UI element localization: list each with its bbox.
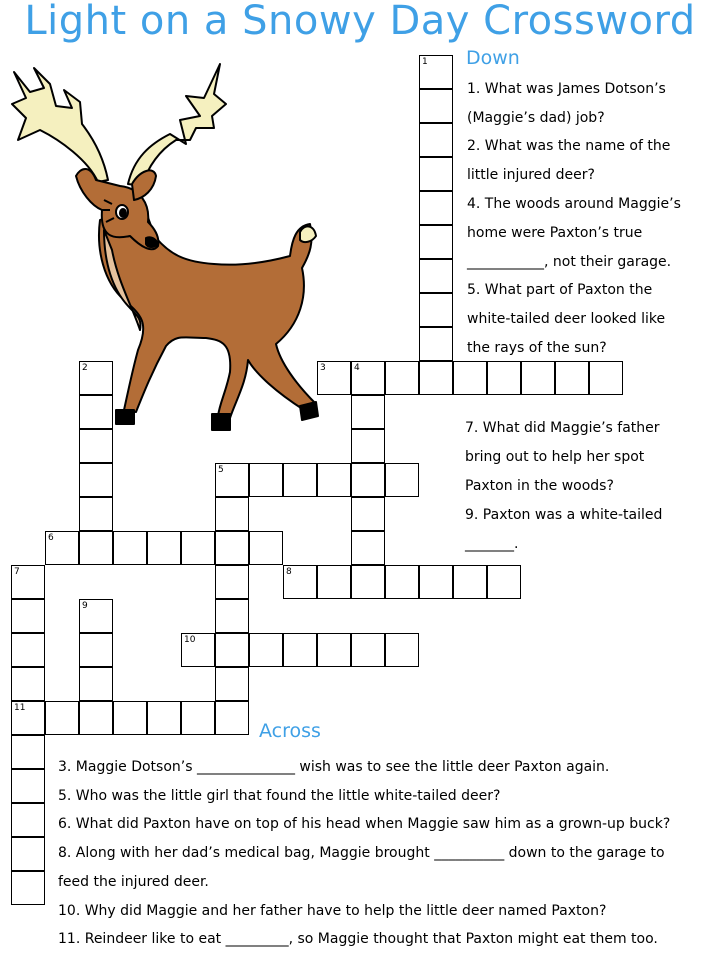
down-clue-line: ___________, not their garage.	[467, 254, 672, 270]
down-clue-line: _______.	[465, 536, 519, 552]
across-heading: Across	[259, 720, 321, 742]
down-clue-line: Paxton in the woods?	[465, 478, 614, 494]
down-clue-line: 5. What part of Paxton the	[467, 282, 653, 298]
grid-cell[interactable]	[317, 565, 351, 599]
clue-number: 1	[422, 57, 428, 67]
page-title: Light on a Snowy Day Crossword	[24, 0, 696, 44]
grid-cell[interactable]	[11, 735, 45, 769]
clue-number: 3	[320, 363, 326, 373]
grid-cell[interactable]	[79, 531, 113, 565]
grid-cell[interactable]	[215, 497, 249, 531]
grid-cell[interactable]	[351, 463, 385, 497]
clue-number: 2	[82, 363, 88, 373]
grid-cell[interactable]	[249, 463, 283, 497]
down-clue-line: home were Paxton’s true	[467, 225, 643, 241]
grid-cell[interactable]	[79, 497, 113, 531]
down-clue-line: bring out to help her spot	[465, 449, 645, 465]
grid-cell[interactable]	[351, 633, 385, 667]
grid-cell[interactable]	[215, 531, 249, 565]
down-clue-line: 2. What was the name of the	[467, 138, 671, 154]
grid-cell[interactable]	[215, 667, 249, 701]
grid-cell[interactable]	[79, 667, 113, 701]
grid-cell[interactable]	[45, 531, 79, 565]
grid-cell[interactable]	[589, 361, 623, 395]
grid-cell[interactable]	[215, 633, 249, 667]
down-clue-line: 9. Paxton was a white-tailed	[465, 507, 663, 523]
grid-cell[interactable]	[147, 701, 181, 735]
grid-cell[interactable]	[11, 633, 45, 667]
grid-cell[interactable]	[113, 701, 147, 735]
grid-cell[interactable]	[453, 361, 487, 395]
grid-cell[interactable]	[147, 531, 181, 565]
clue-number: 8	[286, 567, 292, 577]
grid-cell[interactable]	[555, 361, 589, 395]
grid-cell[interactable]	[215, 463, 249, 497]
grid-cell[interactable]	[419, 191, 453, 225]
clue-number: 6	[48, 533, 54, 543]
across-clue-line: 5. Who was the little girl that found the little white-tailed deer?	[58, 787, 501, 804]
across-clue-line: 6. What did Paxton have on top of his head when Maggie saw him as a grown-up buck?	[58, 816, 671, 833]
clue-number: 5	[218, 465, 224, 475]
grid-cell[interactable]	[79, 633, 113, 667]
grid-cell[interactable]	[419, 55, 453, 89]
grid-cell[interactable]	[351, 497, 385, 531]
grid-cell[interactable]	[249, 633, 283, 667]
grid-cell[interactable]	[79, 361, 113, 395]
grid-cell[interactable]	[113, 531, 147, 565]
grid-cell[interactable]	[215, 599, 249, 633]
grid-cell[interactable]	[317, 633, 351, 667]
grid-cell[interactable]	[317, 463, 351, 497]
grid-cell[interactable]	[215, 565, 249, 599]
grid-cell[interactable]	[385, 361, 419, 395]
grid-cell[interactable]	[215, 701, 249, 735]
across-clue-line: 10. Why did Maggie and her father have to help the little deer named Paxton?	[58, 902, 607, 919]
across-clue-line: 11. Reindeer like to eat _________, so Maggie thought that Paxton might eat them too.	[58, 931, 658, 948]
grid-cell[interactable]	[351, 395, 385, 429]
down-clue-line: 7. What did Maggie’s father	[465, 420, 660, 436]
grid-cell[interactable]	[181, 531, 215, 565]
grid-cell[interactable]	[419, 123, 453, 157]
grid-cell[interactable]	[385, 565, 419, 599]
down-clue-line: little injured deer?	[467, 167, 595, 183]
across-clue-line: 8. Along with her dad’s medical bag, Maggie brought __________ down to the garage to	[58, 845, 665, 862]
clue-number: 10	[184, 635, 196, 645]
grid-cell[interactable]	[79, 463, 113, 497]
grid-cell[interactable]	[249, 531, 283, 565]
grid-cell[interactable]	[351, 565, 385, 599]
grid-cell[interactable]	[283, 463, 317, 497]
grid-cell[interactable]	[419, 565, 453, 599]
grid-cell[interactable]	[487, 361, 521, 395]
grid-cell[interactable]	[11, 871, 45, 905]
down-clue-line: 4. The woods around Maggie’s	[467, 196, 681, 212]
grid-cell[interactable]	[79, 429, 113, 463]
grid-cell[interactable]	[351, 361, 385, 395]
down-clue-line: 1. What was James Dotson’s	[467, 81, 666, 97]
grid-cell[interactable]	[419, 89, 453, 123]
clue-number: 7	[14, 567, 20, 577]
grid-cell[interactable]	[11, 803, 45, 837]
grid-cell[interactable]	[385, 463, 419, 497]
down-clue-line: (Maggie’s dad) job?	[467, 110, 605, 126]
grid-cell[interactable]	[79, 599, 113, 633]
across-clue-line: 3. Maggie Dotson’s ______________ wish was to see the little deer Paxton again.	[58, 759, 610, 775]
grid-cell[interactable]	[79, 395, 113, 429]
clue-number: 4	[354, 363, 360, 373]
grid-cell[interactable]	[79, 701, 113, 735]
grid-cell[interactable]	[11, 599, 45, 633]
clue-number: 9	[82, 601, 88, 611]
grid-cell[interactable]	[419, 225, 453, 259]
grid-cell[interactable]	[419, 361, 453, 395]
grid-cell[interactable]	[283, 633, 317, 667]
grid-cell[interactable]	[419, 259, 453, 293]
grid-cell[interactable]	[45, 701, 79, 735]
grid-cell[interactable]	[419, 327, 453, 361]
grid-cell[interactable]	[385, 633, 419, 667]
grid-cell[interactable]	[487, 565, 521, 599]
grid-cell[interactable]	[521, 361, 555, 395]
grid-cell[interactable]	[11, 837, 45, 871]
grid-cell[interactable]	[351, 429, 385, 463]
grid-cell[interactable]	[419, 157, 453, 191]
deer-illustration	[0, 55, 335, 440]
grid-cell[interactable]	[419, 293, 453, 327]
grid-cell[interactable]	[181, 701, 215, 735]
across-clue-line: feed the injured deer.	[58, 873, 209, 890]
grid-cell[interactable]	[351, 531, 385, 565]
antlers	[12, 64, 226, 186]
grid-cell[interactable]	[283, 565, 317, 599]
down-clue-line: the rays of the sun?	[467, 340, 607, 356]
grid-cell[interactable]	[181, 633, 215, 667]
grid-cell[interactable]	[11, 565, 45, 599]
grid-cell[interactable]	[11, 667, 45, 701]
grid-cell[interactable]	[11, 701, 45, 735]
grid-cell[interactable]	[317, 361, 351, 395]
clue-number: 11	[14, 703, 26, 713]
down-clue-line: white-tailed deer looked like	[467, 311, 666, 327]
grid-cell[interactable]	[11, 769, 45, 803]
down-heading: Down	[466, 47, 520, 69]
grid-cell[interactable]	[453, 565, 487, 599]
